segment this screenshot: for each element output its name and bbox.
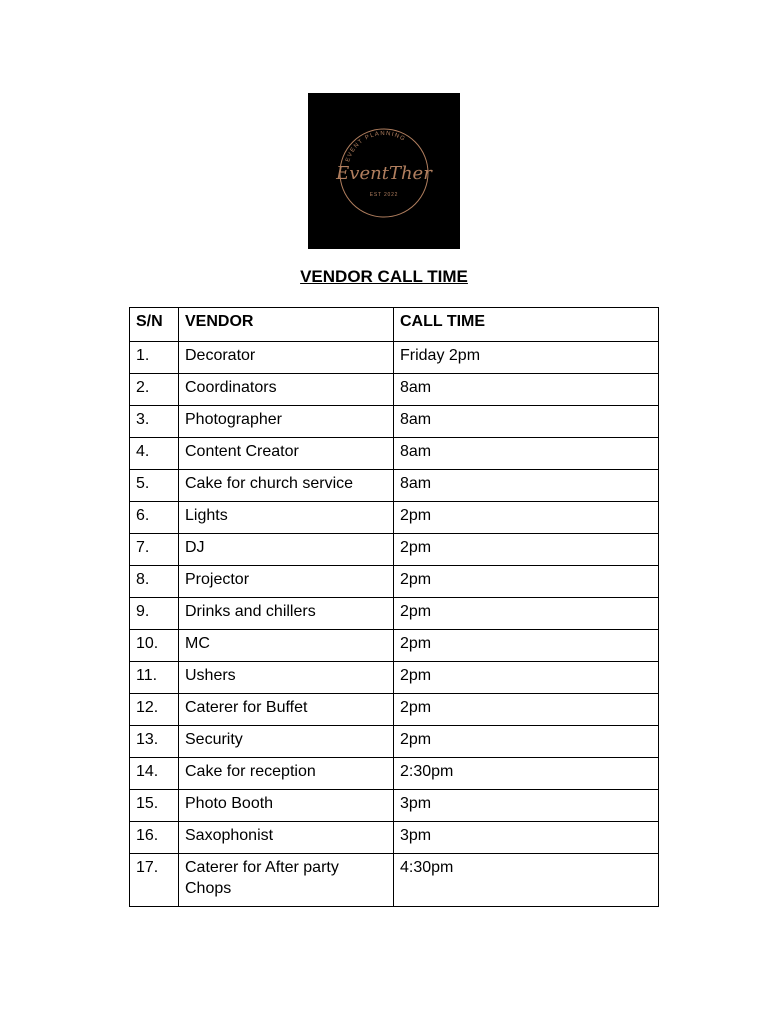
cell-sn: 15. (130, 790, 179, 822)
table-row (130, 630, 659, 662)
table-row (130, 470, 659, 502)
cell-call-time: 8am (394, 438, 659, 470)
table-row (130, 662, 659, 694)
cell-vendor: DJ (179, 534, 394, 566)
cell-vendor: Security (179, 726, 394, 758)
cell-vendor: Photo Booth (179, 790, 394, 822)
table-row (130, 790, 659, 822)
cell-call-time: 8am (394, 406, 659, 438)
header-vendor: VENDOR (179, 308, 394, 342)
table-row (130, 758, 659, 790)
cell-vendor: Cake for church service (179, 470, 394, 502)
table-row (130, 502, 659, 534)
cell-vendor: MC (179, 630, 394, 662)
table-row (130, 374, 659, 406)
cell-sn: 12. (130, 694, 179, 726)
header-sn: S/N (130, 308, 179, 342)
cell-call-time: 3pm (394, 822, 659, 854)
cell-vendor: Ushers (179, 662, 394, 694)
cell-call-time: 2pm (394, 566, 659, 598)
cell-call-time: Friday 2pm (394, 342, 659, 374)
cell-vendor: Lights (179, 502, 394, 534)
cell-call-time: 2pm (394, 630, 659, 662)
cell-sn: 11. (130, 662, 179, 694)
table-row (130, 822, 659, 854)
cell-vendor: Drinks and chillers (179, 598, 394, 630)
cell-call-time: 8am (394, 470, 659, 502)
cell-call-time: 2pm (394, 534, 659, 566)
cell-vendor: Caterer for After party Chops (179, 854, 394, 907)
cell-sn: 5. (130, 470, 179, 502)
cell-sn: 10. (130, 630, 179, 662)
cell-vendor: Caterer for Buffet (179, 694, 394, 726)
cell-call-time: 2pm (394, 598, 659, 630)
cell-vendor: Photographer (179, 406, 394, 438)
cell-sn: 14. (130, 758, 179, 790)
table-row (130, 406, 659, 438)
page-title: VENDOR CALL TIME (300, 267, 468, 286)
logo-arc-text: EVENT PLANNING (345, 130, 407, 163)
cell-call-time: 2pm (394, 502, 659, 534)
header-call-time: CALL TIME (394, 308, 659, 342)
cell-sn: 6. (130, 502, 179, 534)
cell-vendor: Projector (179, 566, 394, 598)
table-row (130, 694, 659, 726)
cell-call-time: 2pm (394, 694, 659, 726)
cell-call-time: 2pm (394, 662, 659, 694)
vendor-call-time-table (129, 307, 659, 907)
cell-sn: 4. (130, 438, 179, 470)
table-row (130, 438, 659, 470)
table-row (130, 342, 659, 374)
cell-vendor: Decorator (179, 342, 394, 374)
cell-sn: 16. (130, 822, 179, 854)
cell-vendor: Coordinators (179, 374, 394, 406)
event-planning-logo (308, 93, 460, 249)
cell-vendor: Saxophonist (179, 822, 394, 854)
cell-sn: 13. (130, 726, 179, 758)
cell-sn: 3. (130, 406, 179, 438)
cell-sn: 2. (130, 374, 179, 406)
cell-sn: 9. (130, 598, 179, 630)
cell-sn: 1. (130, 342, 179, 374)
table-row (130, 598, 659, 630)
cell-vendor: Content Creator (179, 438, 394, 470)
table-row (130, 534, 659, 566)
cell-sn: 7. (130, 534, 179, 566)
cell-sn: 8. (130, 566, 179, 598)
cell-call-time: 2pm (394, 726, 659, 758)
cell-call-time: 4:30pm (394, 854, 659, 907)
cell-call-time: 2:30pm (394, 758, 659, 790)
logo-emblem-icon (308, 93, 460, 249)
cell-call-time: 8am (394, 374, 659, 406)
cell-call-time: 3pm (394, 790, 659, 822)
table-row (130, 726, 659, 758)
table-row (130, 566, 659, 598)
cell-sn: 17. (130, 854, 179, 907)
table-header-row (130, 308, 659, 342)
cell-vendor: Cake for reception (179, 758, 394, 790)
logo-script-text: EventTher (336, 163, 432, 184)
table-row (130, 854, 659, 907)
logo-est-text: EST 2022 (369, 192, 399, 198)
